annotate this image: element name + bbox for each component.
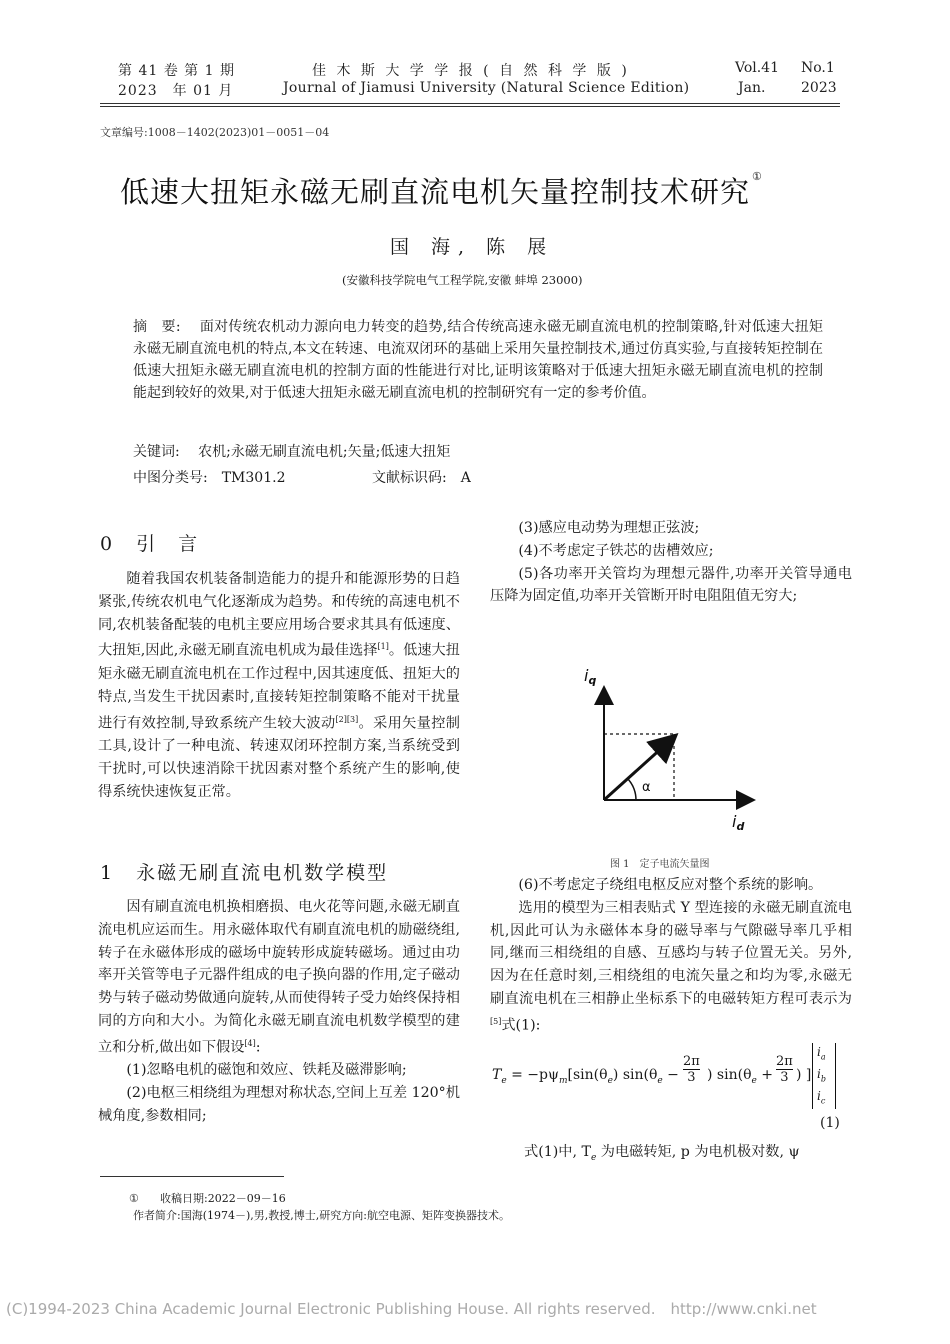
abstract-label: 摘 要:	[133, 319, 181, 335]
section-0-heading	[100, 529, 199, 556]
section-1-body-right: (6)不考虑定子绕组电枢反应对整个系统的影响。 选用的模型为三相表贴式 Y 型连接的永磁无刷直流电机,因此可认为永磁体本身的磁导率与气隙磁导率几乎相同,继而三相绕组的自感、互感均与转子位置无关。另外,因为在任意时刻,三相绕组的电流矢量之和均为零,永磁无刷直流电机在三相静止坐标系下的电磁转矩方程可表示为[5]式(1):	[490, 874, 852, 1037]
doc-code-label: 文献标识码:	[372, 470, 447, 486]
section-0-body: 随着我国农机装备制造能力的提升和能源形势的日趋紧张,传统农机电气化逐渐成为趋势。和传统的高速电机不同,农机装备配装的电机主要应用场合要求其具有低速度、大扭矩,因此,永磁无刷直流电机成为最佳选择[1]。低速大扭矩永磁无刷直流电机在工作过程中,因其速度低、扭矩大的特点,当发生干扰因素时,直接转矩控制策略不能对干扰量进行有效控制,导致系统产生较大波动[2][3]。采用矢量控制工具,设计了一种电流、转速双闭环控制方案,当系统受到干扰时,可以快速消除干扰因素对整个系统产生的影响,使得系统快速恢复正常。	[98, 571, 460, 800]
affiliation: (安徽科技学院电气工程学院,安徽 蚌埠 23000)	[342, 273, 583, 287]
abstract	[133, 316, 823, 404]
authors: 国 海, 陈 展	[390, 236, 555, 258]
header-year-en: 2023	[801, 80, 837, 96]
header-date: 2023 年 01 月	[118, 83, 234, 99]
citation-5: [5]	[490, 1016, 502, 1026]
vector-ic: $i_c$	[817, 1089, 826, 1106]
footnote-mark: ①	[129, 1192, 139, 1205]
keywords-text: 农机;永磁无刷直流电机;矢量;低速大扭矩	[198, 444, 451, 460]
keywords	[133, 441, 450, 461]
equation-1: $T_e = -p\psi_m[\sin(\theta_e) \sin(\theta_e$ −	[492, 1067, 679, 1086]
label-iq: iq	[584, 666, 597, 687]
label-id: id	[732, 812, 745, 833]
section-1-number: 1	[100, 862, 115, 884]
copyright-line: (C)1994-2023 China Academic Journal Electronic Publishing House. All rights reserved. http://www.cnki.net	[6, 1300, 817, 1318]
equation-1-cont: ) $\sin(\theta_e$ +	[707, 1067, 774, 1086]
figure-1-caption: 图 1 定子电流矢量图	[610, 859, 710, 870]
assumption-5: (5)各功率开关管均为理想元器件,功率开关管导通电压降为固定值,功率开关管断开时电阻阻值无穷大;	[490, 565, 852, 605]
assumption-3: (3)感应电动势为理想正弦波;	[518, 520, 700, 536]
footnote-received: 收稿日期:2022－09－16	[160, 1192, 286, 1205]
citation-2-3: [2][3]	[335, 714, 359, 724]
angle-alpha-arc	[628, 779, 636, 800]
frac-1: 2π 3	[683, 1054, 700, 1085]
title-footnote-mark: ①	[752, 170, 763, 183]
clc-value: TM301.2	[221, 470, 286, 486]
assumption-2: (2)电枢三相绕组为理想对称状态,空间上互差 120°机械角度,参数相同;	[98, 1085, 460, 1124]
header-month-en: Jan.	[738, 80, 766, 96]
vector-ia: $i_a$	[817, 1045, 826, 1062]
assumptions-continued	[490, 517, 852, 608]
label-alpha: α	[642, 780, 651, 795]
frac-2: 2π 3	[776, 1054, 793, 1085]
abstract-text: 面对传统农机动力源向电力转变的趋势,结合传统高速永磁无刷直流电机的控制策略,针对低速大扭矩永磁无刷直流电机的特点,本文在转速、电流双闭环的基础上采用矢量控制技术,通过仿真实验,与直接转矩控制在低速大扭矩永磁无刷直流电机的控制方面的性能进行对比,证明该策略对于低速大扭矩永磁无刷直流电机的控制能起到较好的效果,对于低速大扭矩永磁无刷直流电机的控制研究有一定的参考价值。	[133, 319, 824, 401]
page-title: 低速大扭矩永磁无刷直流电机矢量控制技术研究 ①	[120, 170, 763, 209]
equation-1-number: (1)	[820, 1115, 840, 1131]
footnote-rule	[100, 1176, 284, 1177]
header-rule-top	[100, 103, 840, 104]
header-journal-cn: 佳 木 斯 大 学 学 报 ( 自 然 科 学 版 )	[312, 63, 630, 79]
header-vol-en: Vol.41	[735, 60, 779, 76]
classification-line	[133, 467, 285, 487]
doc-code-value: A	[460, 470, 471, 486]
header-rule-bottom	[100, 106, 840, 107]
vector-ib: $i_b$	[817, 1067, 826, 1084]
clc-label: 中图分类号:	[133, 470, 208, 486]
article-number: 文章编号:1008－1402(2023)01－0051－04	[100, 126, 330, 139]
keywords-label: 关键词:	[133, 444, 180, 460]
section-1-body: 因有刷直流电机换相磨损、电火花等问题,永磁无刷直流电机应运而生。用永磁体取代有刷直流电机的励磁绕组,转子在永磁体形成的磁场中旋转形成旋转磁场。通过由功率开关管等电子元器件组成的电子换向器的作用,定子磁动势与转子磁动势做通向旋转,从而使得转子受力始终保持相同的方向和大小。为简化永磁无刷直流电机数学模型的建立和分析,做出如下假设[4]: (1)忽略电机的磁饱和效应、铁耗及磁滞影响; (2)电枢三相绕组为理想对称状态,空间上互差 120°机械角度,参数相同;	[98, 896, 460, 1128]
assumption-4: (4)不考虑定子铁芯的齿槽效应;	[518, 542, 714, 559]
current-vector-arrow	[604, 737, 674, 800]
section-0-title: 引 言	[136, 533, 200, 555]
section-1-heading	[100, 858, 388, 885]
section-1-title: 永磁无刷直流电机数学模型	[136, 862, 389, 884]
figure-1-vector-diagram	[570, 655, 770, 840]
header-no-en: No.1	[801, 60, 835, 76]
section-0-number: 0	[100, 533, 115, 555]
assumption-6: (6)不考虑定子绕组电枢反应对整个系统的影响。	[518, 877, 823, 893]
citation-4: [4]	[244, 1038, 256, 1048]
footnote-author-bio: 作者简介:国海(1974－),男,教授,博士,研究方向:航空电源、矩阵变换器技术。	[133, 1209, 510, 1222]
header-volume-issue: 第 41 卷 第 1 期	[118, 63, 235, 79]
doc-code	[372, 467, 471, 487]
citation-1: [1]	[377, 642, 389, 652]
equation-explanation: 式(1)中, $T_e$ 为电磁转矩, p 为电机极对数, ψ	[524, 1144, 800, 1163]
equation-1-close: ) ]	[796, 1067, 812, 1083]
header-journal-en: Journal of Jiamusi University (Natural Science Edition)	[283, 80, 690, 96]
current-column-vector	[812, 1043, 836, 1109]
assumption-1: (1)忽略电机的磁饱和效应、铁耗及磁滞影响;	[126, 1062, 407, 1079]
